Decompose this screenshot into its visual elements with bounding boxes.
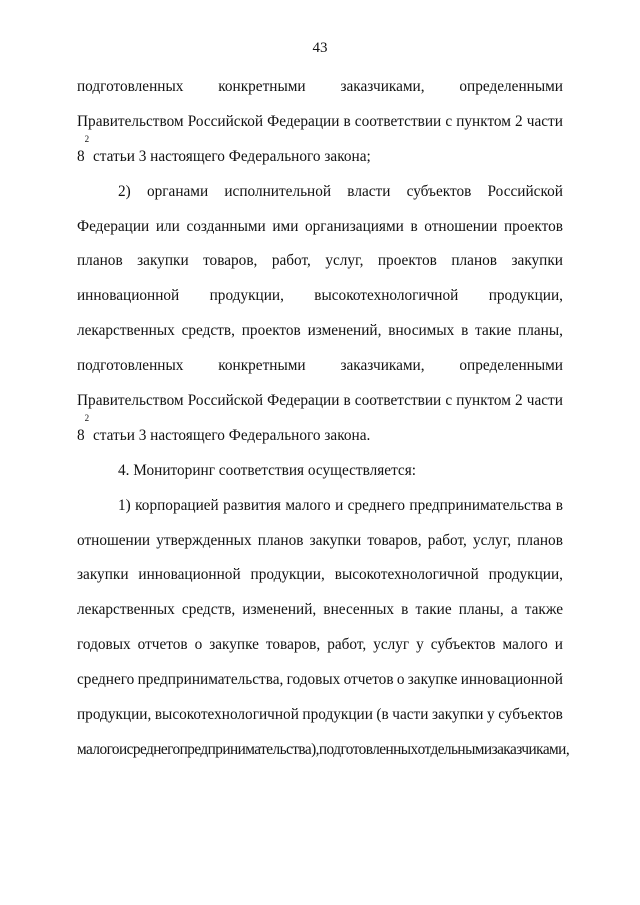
word: и [554,636,563,654]
word: в [401,601,409,619]
word: высокотехнологичной [154,706,299,724]
word: определенными [459,78,563,95]
word: Федерации [267,112,340,130]
text-line [77,733,570,768]
word: инновационной [138,566,241,584]
word: планы, [518,322,563,340]
text-line [77,698,563,733]
word: части [526,392,563,410]
word: Федерации [267,392,340,410]
word: услуг, [472,531,512,549]
word: продукции, [488,566,563,584]
line-rest: статьи 3 настоящего Федерального закона. [89,426,371,444]
word: подготовленных [77,357,184,375]
text-line [77,412,563,454]
word: малого [77,740,120,758]
word: закупки [511,252,563,270]
word: отчетов [343,671,394,689]
text-line [77,628,563,663]
word: Федерации [77,217,150,235]
word: продукции, [250,566,325,584]
word: пунктом [456,112,511,130]
word: среднего [347,496,405,514]
word: утвержденных [156,531,252,549]
word: заказчиками, [491,740,570,758]
word: отчетов [137,636,188,654]
word: проектов [503,217,563,235]
line-rest: статьи 3 настоящего Федерального закона; [89,147,371,165]
word: 2) [118,182,131,200]
word: предпринимательства), [179,740,319,758]
word: среднего [126,740,180,758]
word: и [335,496,344,514]
word: заказчиками, [340,357,425,375]
word: изменений, [307,322,382,340]
word: продукции, [77,706,152,724]
word: лекарственных [77,322,175,340]
word: соответствии [354,112,442,130]
word: высокотехнологичной [334,566,479,584]
text-line [77,314,563,349]
word: в [343,392,351,410]
word: закупки [137,252,189,270]
word: определенными [459,357,563,375]
word: корпорацией [135,496,219,514]
word: вносимых [388,322,455,340]
word: работ, [271,252,311,270]
word: лекарственных [77,601,175,619]
word: предпринимательства, [137,671,284,689]
word: с [445,112,453,130]
word: услуг, [325,252,364,270]
word: работ, [427,531,467,549]
word: подготовленных [318,740,418,758]
word: продукции [302,706,373,724]
word: или [155,217,180,235]
word: у [416,636,424,654]
word: части [526,112,563,130]
word: планов [257,531,304,549]
word: субъектов [498,706,563,724]
word: предпринимательства [409,496,552,514]
text-line [77,593,563,628]
word: проектов [377,252,437,270]
text-line [77,105,563,140]
text-line [77,558,563,593]
word: планов [517,531,563,549]
superscript: 2 [84,412,90,423]
word: закупке [209,636,259,654]
word: годовых [286,671,341,689]
word: отношении [77,531,151,549]
document-body [77,70,570,768]
word: инновационной [460,671,563,689]
word: закупки [77,566,129,584]
word: планы, [458,601,504,619]
word: ими [272,217,299,235]
word: (в [376,706,389,724]
word: продукции, [488,287,563,305]
text-line [77,524,563,559]
word: такие [475,322,512,340]
word: органами [146,182,209,200]
word: планов [451,252,498,270]
word: субъектов [406,182,472,200]
word: высокотехнологичной [314,287,459,305]
word: средств, [181,601,236,619]
word: субъектов [430,636,496,654]
word: развития [223,496,281,514]
word: с [445,392,453,410]
word: созданными [186,217,266,235]
word: инновационной [77,287,180,305]
word: отдельными [417,740,492,758]
word: в [410,217,418,235]
word: конкретными [218,357,306,375]
word: малого [285,496,331,514]
page-number: 43 [312,40,328,56]
word: 1) [118,496,131,514]
word: в [461,322,469,340]
word: продукции, [209,287,284,305]
word: Российской [187,112,264,130]
text-line [77,175,563,210]
text-line [77,349,563,384]
word: закупки [431,706,484,724]
word: соответствии [354,392,442,410]
word: подготовленных [77,78,184,95]
word: в [555,496,563,514]
text-line [77,663,563,698]
text-line [77,384,563,419]
word: части [392,706,429,724]
word: 8 [77,147,85,165]
text-line [77,454,563,489]
word: 2 [515,392,523,410]
word: Правительством [77,392,184,410]
word: такие [415,601,452,619]
word: услуг [373,636,410,654]
word: исполнительной [224,182,332,200]
word: товаров, [203,252,258,270]
word: товаров, [265,636,321,654]
word: пунктом [456,392,511,410]
word: Правительством [77,112,184,130]
text-line [77,133,563,175]
word: планов [77,252,123,270]
word: проектов [241,322,301,340]
word: малого [502,636,548,654]
word: товаров, [367,531,422,549]
text-line [77,210,563,245]
word: также [524,601,563,619]
word: отношении [424,217,498,235]
word: изменений, [242,601,317,619]
line-text: 4. Мониторинг соответствия осуществляется: [118,461,417,479]
text-line [77,279,563,314]
word: и [119,740,127,758]
word: работ, [327,636,367,654]
word: заказчиками, [340,78,425,95]
word: внесенных [323,601,395,619]
word: Российской [487,182,563,200]
text-line [77,489,563,524]
word: годовых [77,636,131,654]
word: 2 [515,112,523,130]
text-line [77,70,563,105]
word: а [510,601,518,619]
word: средств, [181,322,235,340]
word: власти [347,182,391,200]
word: конкретными [218,78,306,95]
word: среднего [77,671,135,689]
word: закупке [407,671,458,689]
superscript: 2 [84,133,90,144]
word: у [487,706,495,724]
word: организациями [305,217,404,235]
word: Российской [187,392,264,410]
word: в [343,112,351,130]
word: о [396,671,405,689]
word: закупки [309,531,362,549]
word: 8 [77,426,85,444]
text-line [77,244,563,279]
word: о [194,636,203,654]
